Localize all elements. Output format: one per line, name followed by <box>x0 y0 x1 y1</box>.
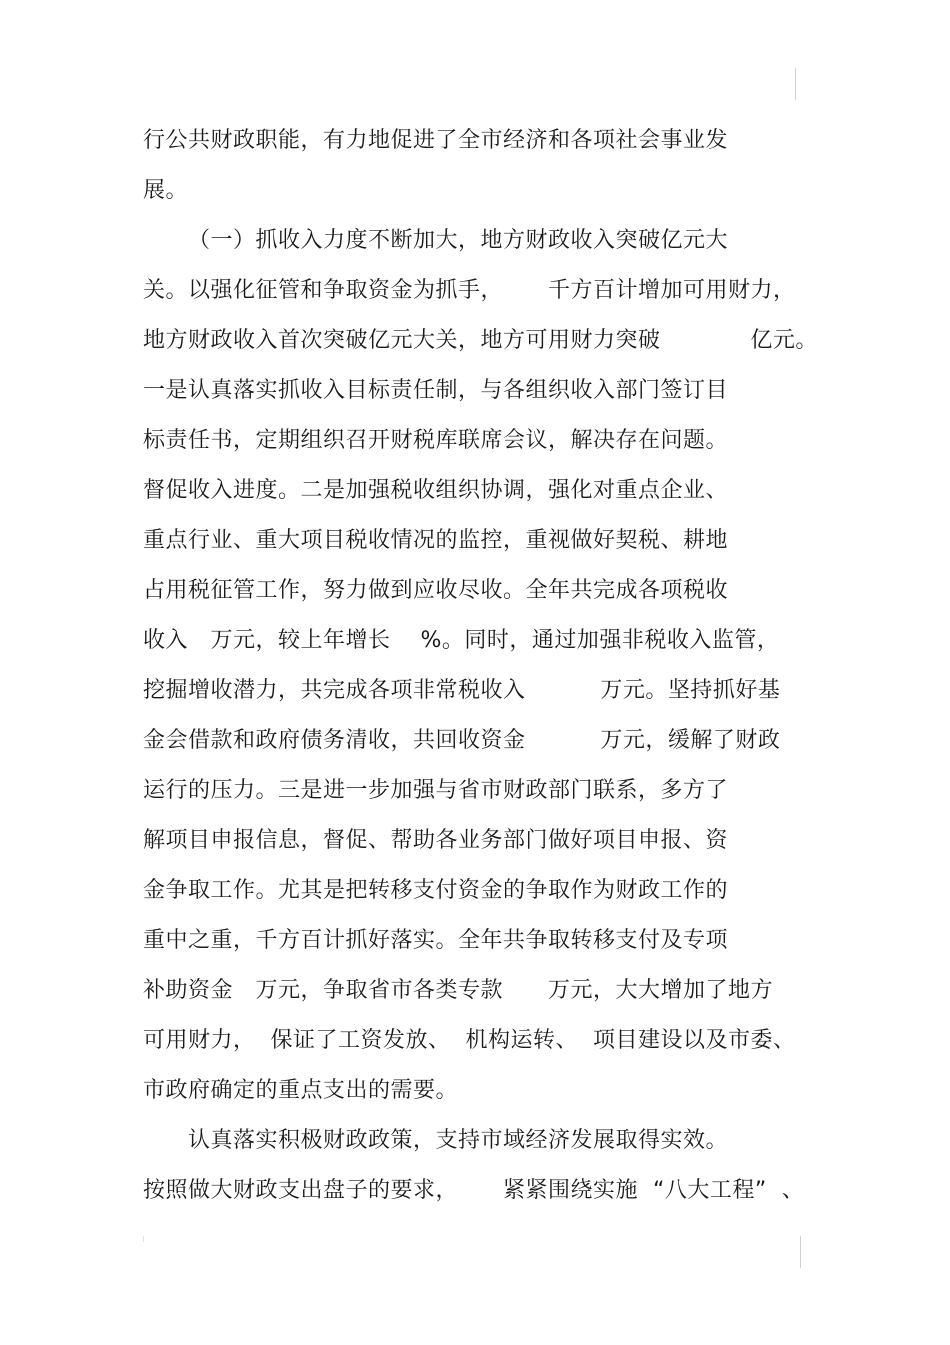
text-line-13: 金会借款和政府债务清收，共回收资金 万元，缓解了财政 <box>143 728 781 753</box>
text-line-4: 关。以强化征管和争取资金为抓手， 千方百计增加可用财力， <box>143 278 796 303</box>
text-line-1: 行公共财政职能，有力地促进了全市经济和各项社会事业发 <box>143 128 729 153</box>
text-line-19: 可用财力， 保证了工资发放、 机构运转、 项目建设以及市委、 <box>143 1028 796 1053</box>
page-edge-mark-bottom-left <box>143 1236 144 1242</box>
text-line-5: 地方财政收入首次突破亿元大关，地方可用财力突破 亿元。 <box>143 328 818 353</box>
text-line-6: 一是认真落实抓收入目标责任制，与各组织收入部门签订目 <box>143 378 729 403</box>
page-edge-mark-bottom <box>800 1236 801 1268</box>
text-line-18: 补助资金 万元，争取省市各类专款 万元，大大增加了地方 <box>143 978 773 1003</box>
text-line-3: （一）抓收入力度不断加大，地方财政收入突破亿元大 <box>188 228 729 253</box>
text-line-20: 市政府确定的重点支出的需要。 <box>143 1078 459 1103</box>
text-line-22: 按照做大财政支出盘子的要求， 紧紧围绕实施 “八大工程” 、 <box>143 1178 805 1203</box>
text-line-12: 挖掘增收潜力，共完成各项非常税收入 万元。坚持抓好基 <box>143 678 781 703</box>
text-line-17: 重中之重，千方百计抓好落实。全年共争取转移支付及专项 <box>143 928 729 953</box>
text-line-15: 解项目申报信息，督促、帮助各业务部门做好项目申报、资 <box>143 828 729 853</box>
text-line-7: 标责任书，定期组织召开财税库联席会议，解决存在问题。 <box>143 428 729 453</box>
page-edge-mark-top <box>795 68 796 100</box>
text-line-9: 重点行业、重大项目税收情况的监控，重视做好契税、耕地 <box>143 528 729 553</box>
text-line-10: 占用税征管工作，努力做到应收尽收。全年共完成各项税收 <box>143 578 729 603</box>
text-line-2: 展。 <box>143 178 189 203</box>
text-line-21: 认真落实积极财政政策，支持市域经济发展取得实效。 <box>188 1128 729 1153</box>
text-line-14: 运行的压力。三是进一步加强与省市财政部门联系，多方了 <box>143 778 729 803</box>
text-line-16: 金争取工作。尤其是把转移支付资金的争取作为财政工作的 <box>143 878 729 903</box>
text-line-11: 收入 万元，较上年增长 %。同时，通过加强非税收入监管， <box>143 628 780 653</box>
text-line-8: 督促收入进度。二是加强税收组织协调，强化对重点企业、 <box>143 478 729 503</box>
